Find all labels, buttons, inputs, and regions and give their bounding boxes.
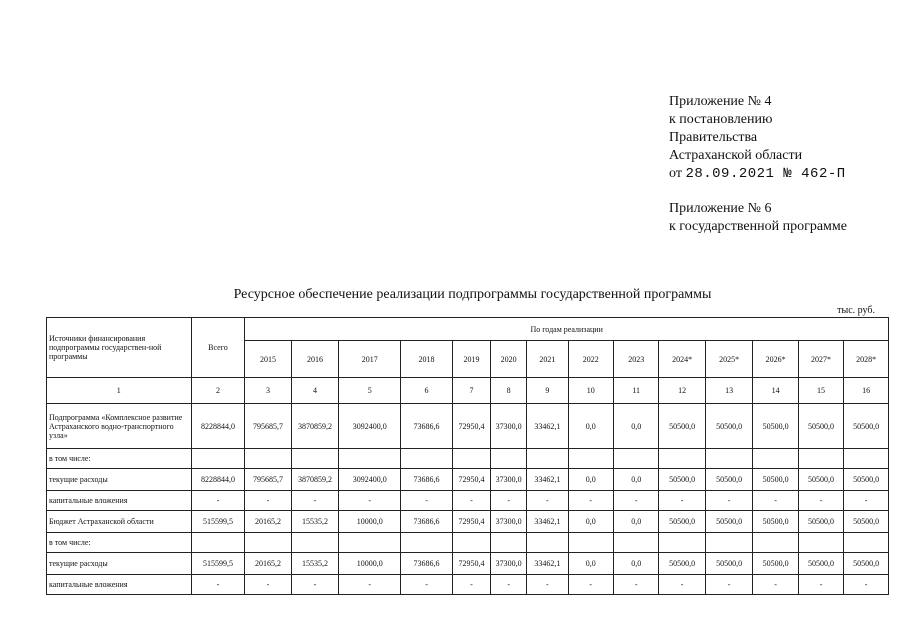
table-cell: 20165,2 (245, 511, 291, 533)
to-resolution-label: к постановлению (669, 112, 773, 127)
table-cell: 37300,0 (491, 511, 527, 533)
column-number: 1 (47, 378, 192, 404)
table-cell: - (291, 575, 339, 595)
table-cell: 50500,0 (844, 511, 889, 533)
table-cell (527, 449, 568, 469)
table-cell: 3870859,2 (291, 469, 339, 491)
row-label: капитальные вложения (47, 575, 192, 595)
year-header: 2020 (491, 341, 527, 378)
table-cell: 73686,6 (401, 404, 453, 449)
column-number: 3 (245, 378, 291, 404)
table-cell (401, 449, 453, 469)
row-label: капитальные вложения (47, 491, 192, 511)
source-header: Источники финансирования подпрограммы государствен-ной программы (47, 318, 192, 378)
table-cell: - (191, 491, 245, 511)
column-number: 8 (491, 378, 527, 404)
table-cell: - (339, 491, 401, 511)
table-cell: - (798, 575, 843, 595)
table-cell: - (705, 491, 753, 511)
table-cell: - (527, 575, 568, 595)
units-label: тыс. руб. (837, 305, 875, 316)
table-cell: 50500,0 (705, 511, 753, 533)
table-cell: 72950,4 (452, 511, 490, 533)
table-cell: - (798, 491, 843, 511)
table-cell (659, 533, 705, 553)
table-cell (753, 449, 798, 469)
appendix-4-header (669, 93, 846, 183)
table-cell: - (568, 491, 613, 511)
table-cell (659, 449, 705, 469)
table-cell: - (401, 575, 453, 595)
table-cell: 20165,2 (245, 553, 291, 575)
table-cell (245, 449, 291, 469)
table-cell: 50500,0 (844, 469, 889, 491)
table-cell (491, 533, 527, 553)
table-cell: 515599,5 (191, 511, 245, 533)
row-label: Бюджет Астраханской области (47, 511, 192, 533)
table-cell: 10000,0 (339, 511, 401, 533)
year-header: 2027* (798, 341, 843, 378)
years-header: По годам реализации (245, 318, 889, 341)
table-cell: - (844, 491, 889, 511)
table-cell: 515599,5 (191, 553, 245, 575)
table-cell (452, 533, 490, 553)
year-header: 2028* (844, 341, 889, 378)
table-cell: 50500,0 (705, 404, 753, 449)
table-cell: - (568, 575, 613, 595)
table-cell: 50500,0 (659, 511, 705, 533)
column-number: 5 (339, 378, 401, 404)
resolution-date-number: 28.09.2021 № 462-П (685, 166, 846, 182)
column-number: 6 (401, 378, 453, 404)
year-header: 2022 (568, 341, 613, 378)
table-cell: 37300,0 (491, 469, 527, 491)
table-cell: - (613, 575, 658, 595)
year-header: 2023 (613, 341, 658, 378)
table-cell: 50500,0 (659, 404, 705, 449)
table-cell: 73686,6 (401, 553, 453, 575)
table-cell: 0,0 (613, 553, 658, 575)
table-cell: 50500,0 (798, 511, 843, 533)
table-cell: 8228844,0 (191, 469, 245, 491)
table-cell (291, 533, 339, 553)
table-cell (753, 533, 798, 553)
table-row (47, 469, 889, 491)
row-label: в том числе: (47, 449, 192, 469)
table-cell: 50500,0 (659, 553, 705, 575)
table-cell: 15535,2 (291, 553, 339, 575)
region-label: Астраханской области (669, 148, 803, 163)
total-header: Всего (191, 318, 245, 378)
table-cell: 50500,0 (659, 469, 705, 491)
table-cell: - (245, 491, 291, 511)
table-cell: 37300,0 (491, 553, 527, 575)
table-cell: 33462,1 (527, 553, 568, 575)
appendix-6-header (669, 200, 847, 236)
table-cell: 72950,4 (452, 553, 490, 575)
table-row (47, 553, 889, 575)
table-cell (568, 449, 613, 469)
date-prefix: от (669, 166, 682, 181)
table-cell: 0,0 (613, 404, 658, 449)
table-cell: 73686,6 (401, 469, 453, 491)
year-header: 2021 (527, 341, 568, 378)
year-header: 2015 (245, 341, 291, 378)
table-cell: 3092400,0 (339, 469, 401, 491)
table-cell (798, 449, 843, 469)
table-cell (245, 533, 291, 553)
table-cell: 50500,0 (844, 404, 889, 449)
table-cell: 50500,0 (705, 553, 753, 575)
row-label: Подпрограмма «Комплексное развитие Астраханского водно-транспортного узла» (47, 404, 192, 449)
year-header: 2025* (705, 341, 753, 378)
table-cell: - (291, 491, 339, 511)
document-title: Ресурсное обеспечение реализации подпрограммы государственной программы (233, 287, 712, 302)
table-cell: - (659, 575, 705, 595)
year-header: 2016 (291, 341, 339, 378)
table-cell (339, 449, 401, 469)
column-number: 16 (844, 378, 889, 404)
to-program-label: к государственной программе (669, 219, 847, 234)
table-cell: - (401, 491, 453, 511)
table-cell: 33462,1 (527, 469, 568, 491)
table-cell (705, 533, 753, 553)
table-cell (401, 533, 453, 553)
row-label: в том числе: (47, 533, 192, 553)
table-cell: 50500,0 (798, 404, 843, 449)
column-number: 11 (613, 378, 658, 404)
table-cell: 0,0 (568, 469, 613, 491)
table-cell: 15535,2 (291, 511, 339, 533)
table-cell: 72950,4 (452, 404, 490, 449)
table-cell: 73686,6 (401, 511, 453, 533)
year-header: 2024* (659, 341, 705, 378)
table-cell: 795685,7 (245, 404, 291, 449)
table-cell (291, 449, 339, 469)
table-cell: - (659, 491, 705, 511)
year-header: 2019 (452, 341, 490, 378)
table-cell (613, 449, 658, 469)
table-cell: 0,0 (568, 511, 613, 533)
column-number: 10 (568, 378, 613, 404)
table-row (47, 511, 889, 533)
column-number: 7 (452, 378, 490, 404)
table-cell: - (527, 491, 568, 511)
table-cell (527, 533, 568, 553)
table-cell: - (491, 491, 527, 511)
table-cell: 33462,1 (527, 511, 568, 533)
table-cell: 50500,0 (798, 469, 843, 491)
table-cell: 50500,0 (753, 469, 798, 491)
appendix-4-label: Приложение № 4 (669, 94, 772, 109)
government-label: Правительства (669, 130, 758, 145)
table-cell: 10000,0 (339, 553, 401, 575)
column-number: 13 (705, 378, 753, 404)
table-cell: 0,0 (613, 511, 658, 533)
table-cell: 50500,0 (753, 553, 798, 575)
appendix-6-label: Приложение № 6 (669, 201, 772, 216)
table-cell: - (491, 575, 527, 595)
table-cell (191, 449, 245, 469)
table-cell: 8228844,0 (191, 404, 245, 449)
table-cell (844, 449, 889, 469)
column-number: 14 (753, 378, 798, 404)
year-header: 2026* (753, 341, 798, 378)
table-cell: 50500,0 (798, 553, 843, 575)
year-header: 2018 (401, 341, 453, 378)
table-row (47, 449, 889, 469)
table-cell: - (452, 491, 490, 511)
column-number: 4 (291, 378, 339, 404)
table-cell: - (452, 575, 490, 595)
table-cell: 795685,7 (245, 469, 291, 491)
resolution-date-line (669, 165, 846, 183)
column-number: 15 (798, 378, 843, 404)
table-cell (452, 449, 490, 469)
table-cell: 72950,4 (452, 469, 490, 491)
table-cell: 0,0 (568, 404, 613, 449)
table-cell: 50500,0 (705, 469, 753, 491)
row-label: текущие расходы (47, 553, 192, 575)
table-cell: - (245, 575, 291, 595)
row-label: текущие расходы (47, 469, 192, 491)
table-cell (191, 533, 245, 553)
table-cell (491, 449, 527, 469)
column-number: 2 (191, 378, 245, 404)
table-cell: 50500,0 (753, 404, 798, 449)
table-cell: 50500,0 (844, 553, 889, 575)
table-cell: 33462,1 (527, 404, 568, 449)
year-header: 2017 (339, 341, 401, 378)
table-cell (568, 533, 613, 553)
table-cell: - (613, 491, 658, 511)
table-cell: - (705, 575, 753, 595)
table-row (47, 575, 889, 595)
table-cell: - (191, 575, 245, 595)
column-numbers-row (47, 378, 889, 404)
table-cell: - (844, 575, 889, 595)
table-cell: 3870859,2 (291, 404, 339, 449)
column-number: 9 (527, 378, 568, 404)
table-cell (798, 533, 843, 553)
table-cell: 50500,0 (753, 511, 798, 533)
table-row (47, 533, 889, 553)
table-cell: - (339, 575, 401, 595)
resource-table (46, 317, 889, 595)
table-cell: 0,0 (568, 553, 613, 575)
table-row (47, 404, 889, 449)
table-row (47, 491, 889, 511)
table-cell: 3092400,0 (339, 404, 401, 449)
table-cell (613, 533, 658, 553)
table-cell: 37300,0 (491, 404, 527, 449)
table-cell (844, 533, 889, 553)
table-cell (705, 449, 753, 469)
table-cell: 0,0 (613, 469, 658, 491)
column-number: 12 (659, 378, 705, 404)
table-cell: - (753, 575, 798, 595)
table-cell (339, 533, 401, 553)
table-cell: - (753, 491, 798, 511)
